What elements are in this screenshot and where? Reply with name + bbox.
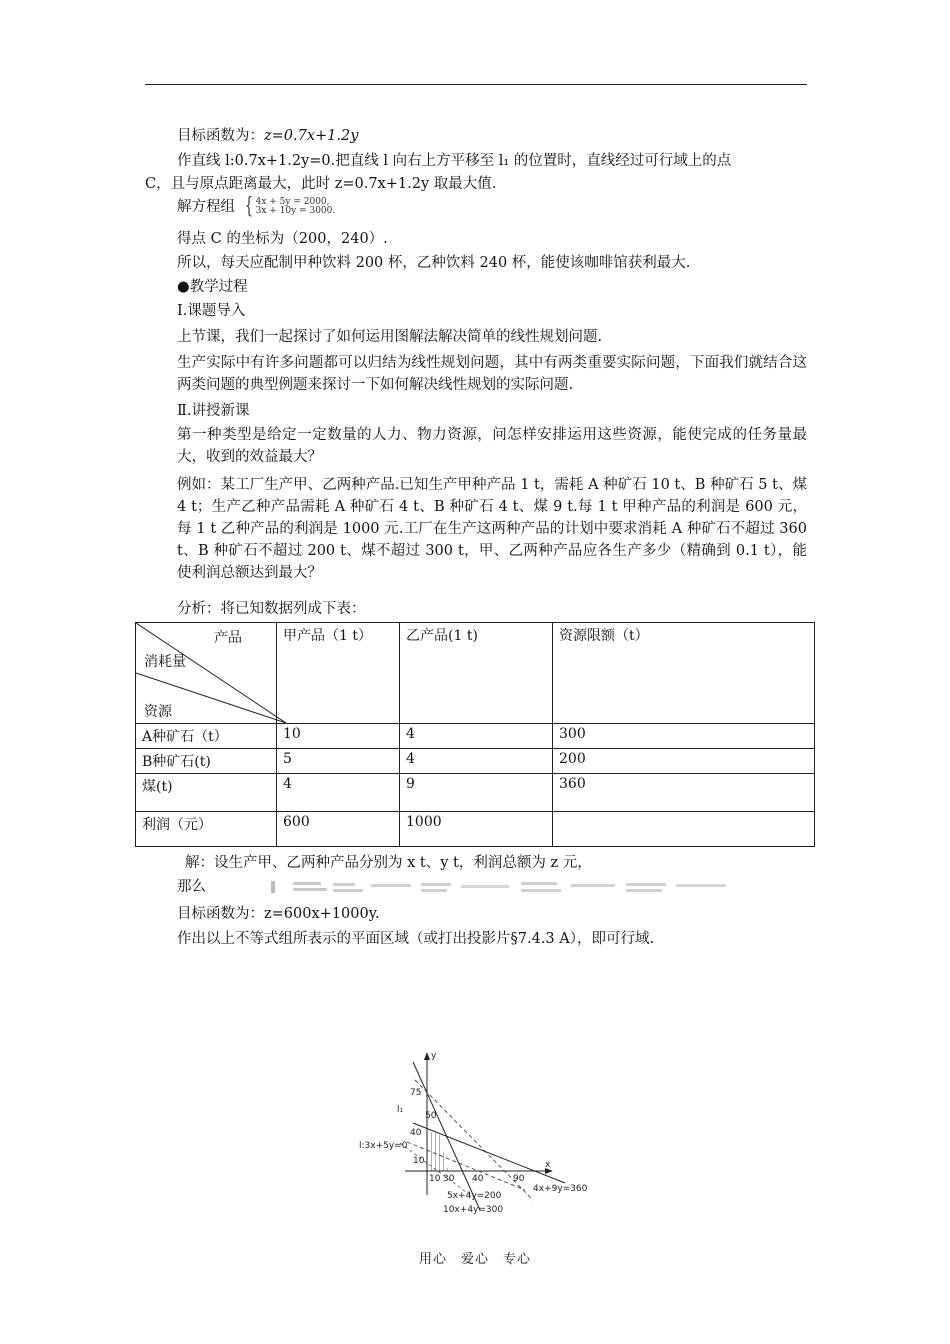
equation-2: 3x + 10y = 3000. <box>255 206 336 216</box>
corner-resource: 资源 <box>144 704 172 720</box>
x-tick: 90 <box>513 1174 525 1184</box>
table-cell <box>553 812 815 847</box>
header-cell: 乙产品(1 t) <box>400 623 553 724</box>
x-axis-label: x <box>545 1160 551 1170</box>
y-tick: 50 <box>425 1111 437 1121</box>
blurred-inequalities-image <box>271 879 731 895</box>
table-row <box>136 724 815 749</box>
table-cell: 1000 <box>400 812 553 847</box>
header-cell: 资源限额（t） <box>553 623 815 724</box>
equation-1: 4x + 5y = 2000, <box>255 197 330 207</box>
table-row <box>136 749 815 774</box>
conclusion: 所以，每天应配制甲种饮料 200 杯，乙种饮料 240 杯，能使该咖啡馆获利最大. <box>177 255 691 271</box>
line-l1 <box>407 1142 525 1190</box>
table-header-row <box>136 623 815 724</box>
x-tick: 10 <box>429 1174 441 1184</box>
page-footer: 用心 爱心 专心 <box>418 1252 531 1267</box>
label-10x-4y-300: 10x+4y=300 <box>443 1205 504 1215</box>
table-cell: 4 <box>400 724 553 749</box>
label-4x-9y-360: 4x+9y=360 <box>533 1184 588 1194</box>
table-cell: B种矿石(t) <box>136 749 277 774</box>
para-solution: 解：设生产甲、乙两种产品分别为 x t、y t，利润总额为 z 元， <box>185 855 592 871</box>
x-tick: 40 <box>472 1174 484 1184</box>
para-practical: 生产实际中有许多问题都可以归结为线性规划问题，其中有两类重要实际问题，下面我们就结合这两类问题的典型例题来探讨一下如何解决线性规划的实际问题. <box>177 355 807 393</box>
heading-intro: Ⅰ.课题导入 <box>177 303 246 319</box>
y-axis-label: y <box>431 1051 437 1061</box>
y-axis-arrow <box>424 1052 430 1060</box>
table-row <box>136 812 815 847</box>
table-cell: 360 <box>553 774 815 812</box>
para-objective-2: 目标函数为：z=600x+1000y. <box>177 906 380 922</box>
table-cell: 5 <box>277 749 400 774</box>
point-c: 得点 C 的坐标为（200，240）. <box>177 231 388 247</box>
table-cell: A种矿石（t） <box>136 724 277 749</box>
para-region: 作出以上不等式组所表示的平面区域（或打出投影片§7.4.3 A），即可行域. <box>177 931 655 947</box>
para-intro: 上节课，我们一起探讨了如何运用图解法解决简单的线性规划问题. <box>177 329 603 345</box>
para-example: 例如：某工厂生产甲、乙两种产品.已知生产甲种产品 1 t，需耗 A 种矿石 10 t、B 种矿石 5 t、煤 4 t；生产乙种产品需耗 A 种矿石 4 t、B 种矿石 4 t、煤 9 t.每 1 t 甲种产品的利润是 600 元，每 1 t 乙种产品的利润是 1000 元.工厂在生产这两种产品的计划中要求消耗 A 种矿石不超过 360 t、B 种矿石不超过 200 t、煤不超过 300 t，甲、乙两种产品应各生产多少（精确到 0.1 t），能使利润总额达到最大？ <box>177 477 807 581</box>
objective-label: 目标函数为： <box>177 128 264 144</box>
table-cell: 300 <box>553 724 815 749</box>
label-5x-4y-200: 5x+4y=200 <box>447 1191 502 1201</box>
objective-line <box>145 125 807 147</box>
corner-product: 产品 <box>214 630 242 646</box>
table-cell: 煤(t) <box>136 774 277 812</box>
feasible-region-figure <box>355 1050 605 1220</box>
heading-new-lesson: Ⅱ.讲授新课 <box>177 403 250 419</box>
table-cell: 4 <box>400 749 553 774</box>
then-label: 那么 <box>177 879 206 895</box>
table-cell: 利润（元） <box>136 812 277 847</box>
y-tick: 40 <box>410 1128 422 1138</box>
y-tick: 75 <box>410 1088 422 1098</box>
heading-process: ●教学过程 <box>177 279 248 295</box>
header-cell: 甲产品（1 t） <box>277 623 400 724</box>
para-shift-line-1: 作直线 l:0.7x+1.2y=0.把直线 l 向右上方平移至 l₁ 的位置时，直线经过可行域上的点 <box>177 153 732 169</box>
para-then <box>145 876 807 898</box>
table-cell: 600 <box>277 812 400 847</box>
table-row <box>136 774 815 812</box>
para-shift-line-2: C，且与原点距离最大，此时 z=0.7x+1.2y 取最大值. <box>145 176 497 192</box>
data-table <box>135 622 815 847</box>
table-cell: 200 <box>553 749 815 774</box>
solve-system <box>145 196 807 218</box>
solve-label: 解方程组 <box>177 199 235 215</box>
objective-formula: z=0.7x+1.2y <box>264 128 359 144</box>
table-cell: 9 <box>400 774 553 812</box>
label-l: l:3x+5y=0 <box>359 1141 408 1151</box>
equation-system: { 4x + 5y = 2000, 3x + 10y = 3000. <box>244 194 336 219</box>
para-analysis: 分析：将已知数据列成下表： <box>177 601 366 617</box>
corner-consumption: 消耗量 <box>144 654 186 670</box>
table-cell: 10 <box>277 724 400 749</box>
table-corner-cell <box>136 623 277 724</box>
header-rule <box>145 84 807 85</box>
para-type-one: 第一种类型是给定一定数量的人力、物力资源，问怎样安排运用这些资源，能使完成的任务量最大，收到的效益最大？ <box>177 427 807 465</box>
y-tick: 10 <box>413 1156 425 1166</box>
x-tick: 30 <box>443 1174 455 1184</box>
table-cell: 4 <box>277 774 400 812</box>
label-l1: l₁ <box>397 1105 404 1115</box>
